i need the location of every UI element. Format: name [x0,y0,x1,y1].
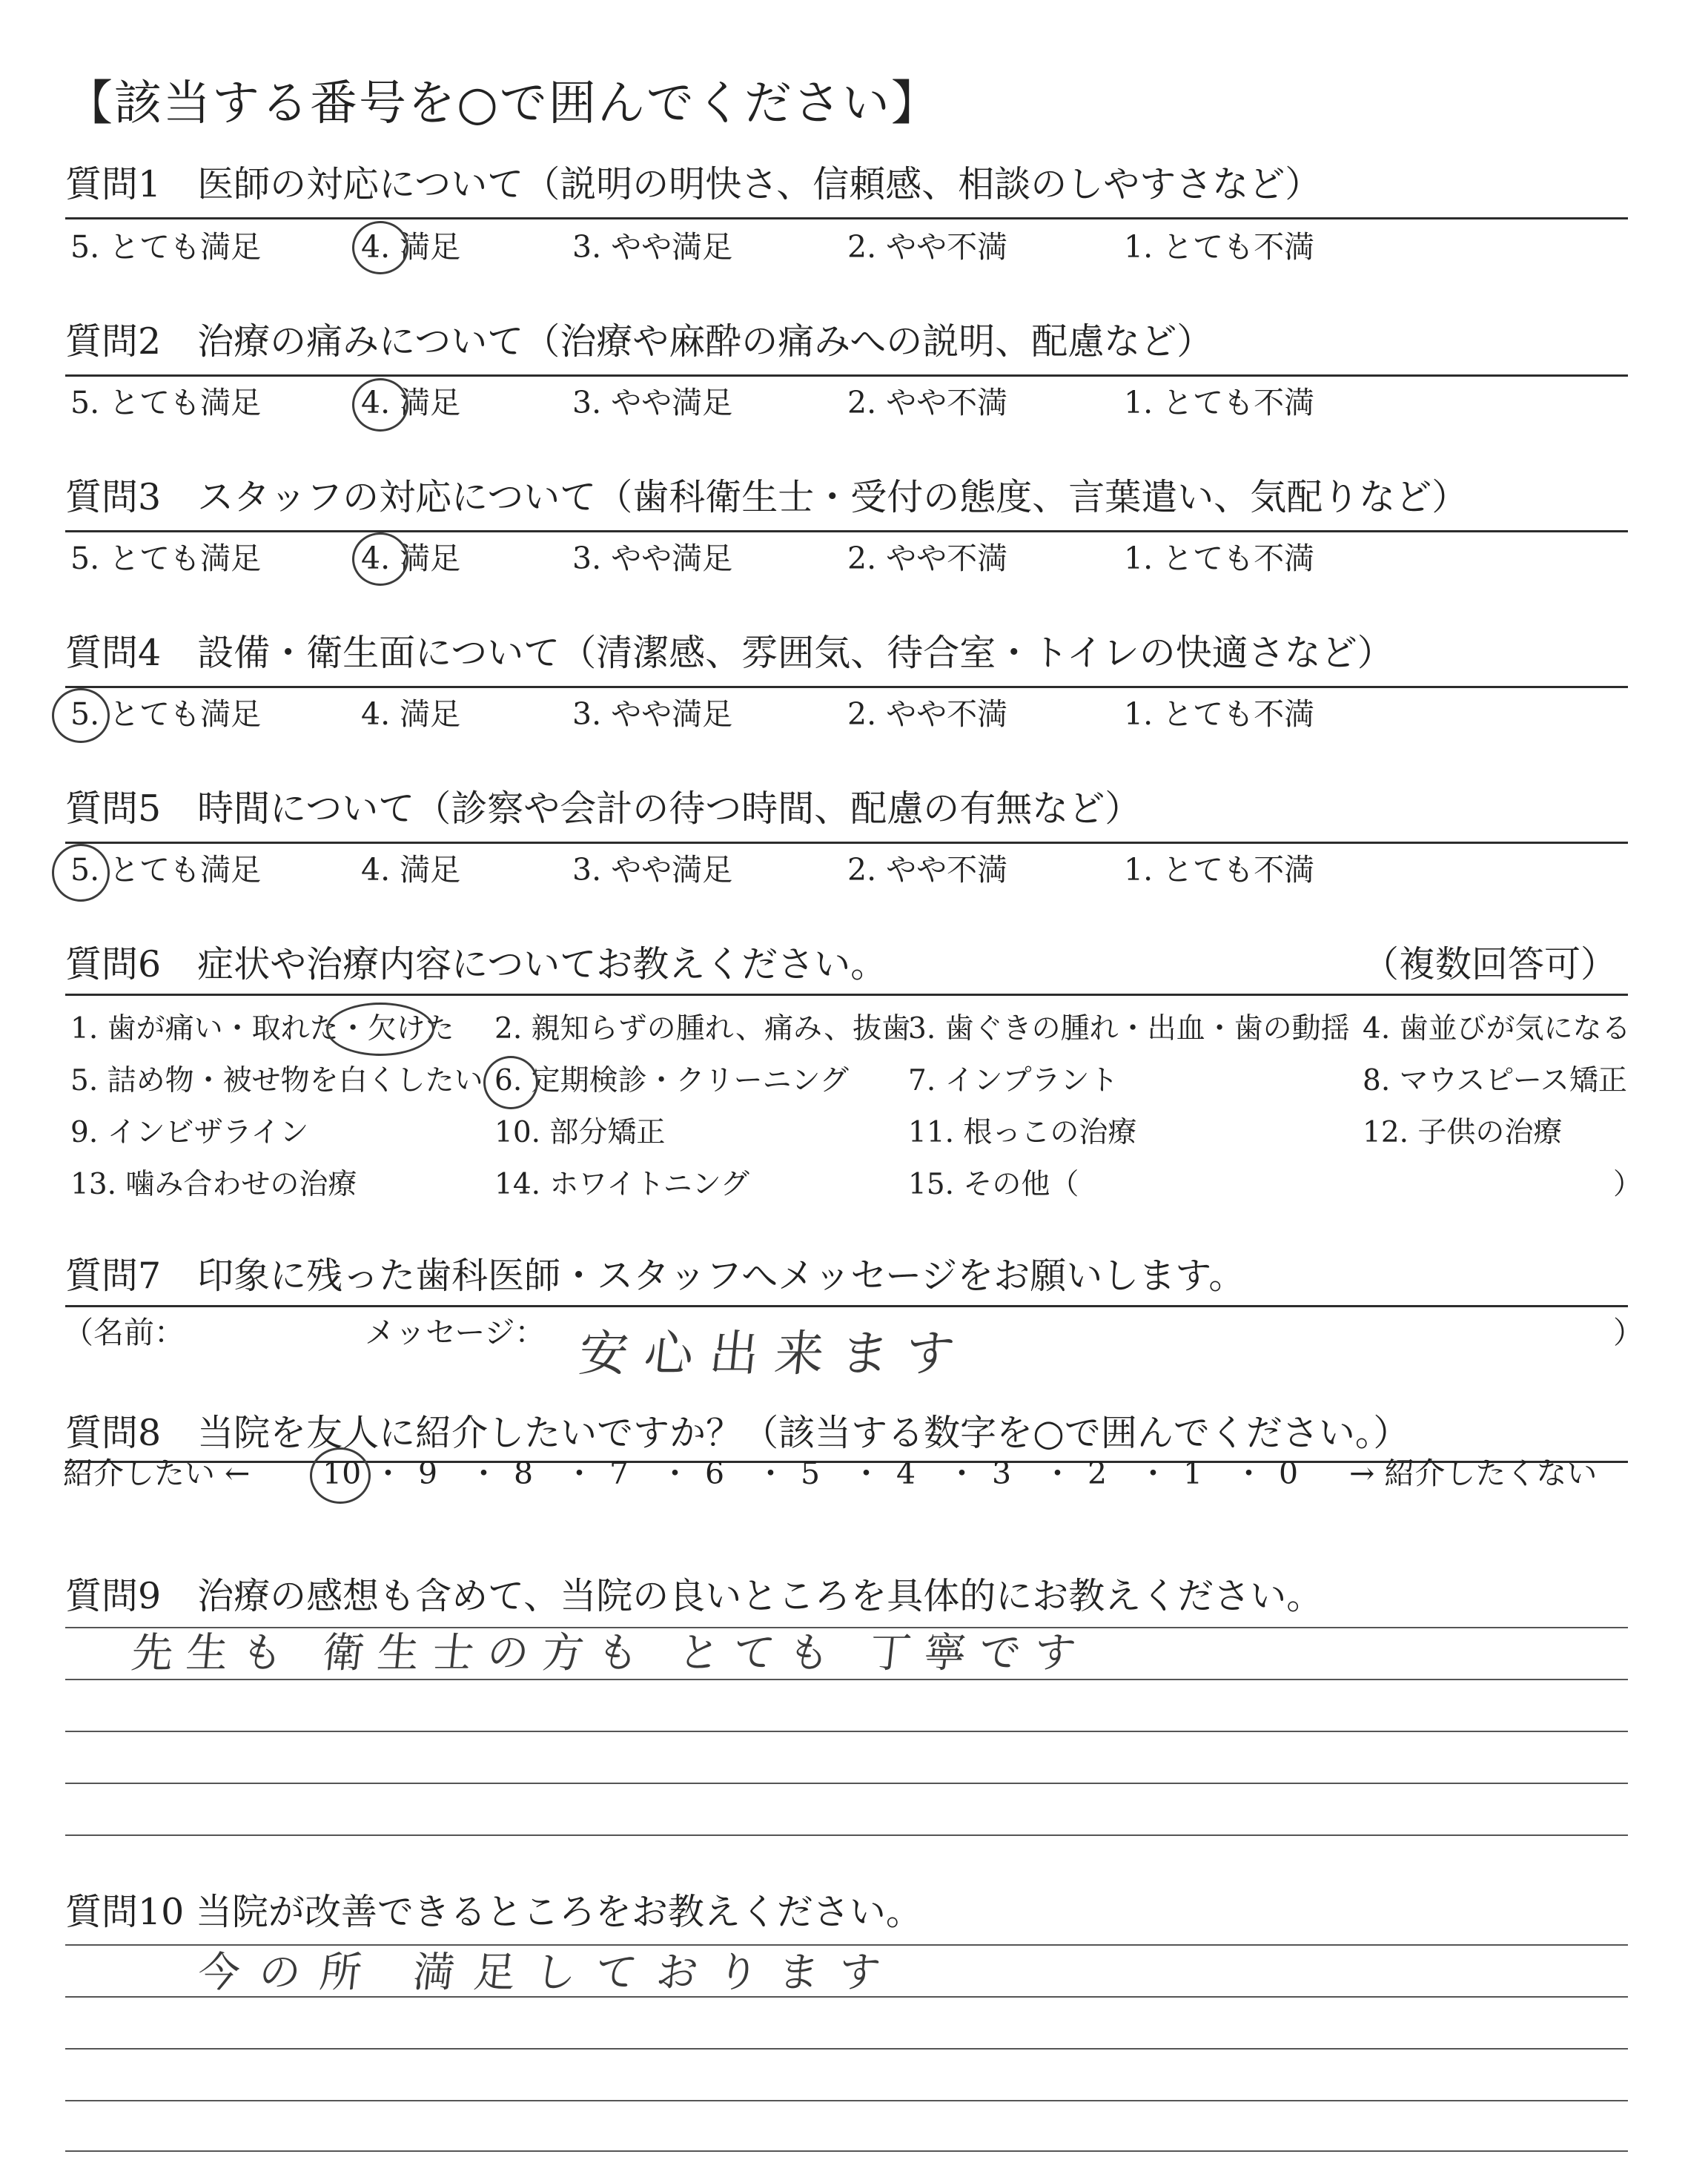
symptom-option[interactable]: 12. 子供の治療 [1363,1116,1563,1149]
scale-separator-dot: ・ [755,1456,786,1491]
divider [65,530,1628,532]
scale-option-10[interactable]: 10 [322,1456,362,1491]
question-9-title: 質問9 治療の感想も含めて、当院の良いところを具体的にお教えください。 [65,1575,1323,1617]
scale-option-3[interactable]: 3 [992,1456,1012,1491]
option-5[interactable]: 5. とても満足 [70,541,262,576]
option-4[interactable]: 4. 満足 [361,385,461,420]
other-close-paren: ） [1613,1168,1643,1201]
question-8-title: 質問8 当院を友人に紹介したいですか？（該当する数字を○で囲んでください。） [65,1412,1410,1454]
answer-circle-mark [483,1056,538,1109]
option-2[interactable]: 2. やや不満 [847,229,1008,265]
answer-circle-mark [310,1447,371,1504]
page-title: 【該当する番号を○で囲んでください】 [65,76,940,131]
recommend-right-label: → 紹介したくない [1349,1456,1598,1491]
option-1[interactable]: 1. とても不満 [1124,385,1315,420]
option-1[interactable]: 1. とても不満 [1124,696,1315,732]
message-label: メッセージ： [365,1315,546,1350]
symptom-option[interactable]: 14. ホワイトニング [494,1168,749,1201]
option-2[interactable]: 2. やや不満 [847,696,1008,732]
option-2[interactable]: 2. やや不満 [847,541,1008,576]
writing-line [65,1783,1628,1784]
option-3[interactable]: 3. やや満足 [572,852,733,888]
option-5[interactable]: 5. とても満足 [70,696,262,732]
question-2-title: 質問2 治療の痛みについて（治療や麻酔の痛みへの説明、配慮など） [65,320,1214,363]
symptom-option[interactable]: 10. 部分矯正 [494,1116,666,1149]
symptom-option[interactable]: 8. マウスピース矯正 [1363,1064,1627,1097]
question-3-title: 質問3 スタッフの対応について（歯科衛生士・受付の態度、言葉遣い、気配りなど） [65,476,1469,518]
option-2[interactable]: 2. やや不満 [847,385,1008,420]
symptom-option[interactable]: 15. その他（ [908,1168,1079,1201]
answer-circle-mark [52,844,110,902]
option-4[interactable]: 4. 満足 [361,852,461,888]
answer-circle-mark [326,1003,434,1056]
option-4[interactable]: 4. 満足 [361,541,461,576]
symptom-option[interactable]: 6. 定期検診・クリーニング [494,1064,849,1097]
option-1[interactable]: 1. とても不満 [1124,229,1315,265]
symptom-option[interactable]: 4. 歯並びが気になる [1363,1012,1631,1046]
answer-circle-mark [352,532,408,586]
option-1[interactable]: 1. とても不満 [1124,541,1315,576]
scale-option-1[interactable]: 1 [1183,1456,1203,1491]
symptom-option[interactable]: 13. 噛み合わせの治療 [70,1168,357,1201]
writing-line [65,1834,1628,1836]
divider [65,217,1628,219]
scale-separator-dot: ・ [1234,1456,1264,1491]
writing-line [65,2100,1628,2101]
scale-separator-dot: ・ [1042,1456,1073,1491]
divider [65,1305,1628,1307]
divider [65,374,1628,377]
scale-option-2[interactable]: 2 [1088,1456,1108,1491]
scale-option-9[interactable]: 9 [418,1456,438,1491]
option-5[interactable]: 5. とても満足 [70,385,262,420]
option-4[interactable]: 4. 満足 [361,229,461,265]
option-1[interactable]: 1. とても不満 [1124,852,1315,888]
scale-option-8[interactable]: 8 [514,1456,534,1491]
writing-line [65,2048,1628,2050]
symptom-option[interactable]: 9. インビザライン [70,1116,309,1149]
symptom-option[interactable]: 7. インプラント [908,1064,1119,1097]
scale-separator-dot: ・ [660,1456,690,1491]
answer-circle-mark [352,221,408,274]
symptom-option[interactable]: 11. 根っこの治療 [908,1116,1137,1149]
scale-separator-dot: ・ [851,1456,881,1491]
handwritten-answer: 先生も 衛生士の方も とても 丁寧です [129,1629,1092,1677]
divider [65,842,1628,844]
option-3[interactable]: 3. やや満足 [572,229,733,265]
multiple-answers-note: （複数回答可） [1363,943,1618,985]
symptom-option[interactable]: 3. 歯ぐきの腫れ・出血・歯の動揺 [908,1012,1350,1046]
scale-separator-dot: ・ [469,1456,499,1491]
option-3[interactable]: 3. やや満足 [572,541,733,576]
recommend-left-label: 紹介したい ← [63,1456,251,1491]
writing-line [65,1731,1628,1732]
scale-option-5[interactable]: 5 [801,1456,821,1491]
writing-line [65,2150,1628,2152]
divider [65,994,1628,996]
writing-line [65,1996,1628,1998]
writing-line [65,1679,1628,1680]
scale-option-0[interactable]: 0 [1279,1456,1299,1491]
question-6-title: 質問6 症状や治療内容についてお教えください。 [65,943,887,985]
symptom-option[interactable]: 2. 親知らずの腫れ、痛み、抜歯 [494,1012,911,1046]
scale-option-4[interactable]: 4 [896,1456,916,1491]
symptom-option[interactable]: 1. 歯が痛い・取れた・欠けた [70,1012,454,1046]
option-3[interactable]: 3. やや満足 [572,696,733,732]
question-10-title: 質問10 当院が改善できるところをお教えください。 [65,1891,922,1933]
handwritten-message: 安心出来ます [576,1325,974,1382]
scale-separator-dot: ・ [1138,1456,1168,1491]
option-4[interactable]: 4. 満足 [361,696,461,732]
handwritten-answer: 今の所 満足しております [196,1949,902,1997]
scale-separator-dot: ・ [564,1456,595,1491]
option-5[interactable]: 5. とても満足 [70,852,262,888]
divider [65,686,1628,688]
question-5-title: 質問5 時間について（診察や会計の待つ時間、配慮の有無など） [65,787,1142,830]
option-2[interactable]: 2. やや不満 [847,852,1008,888]
answer-circle-mark [52,688,110,743]
option-3[interactable]: 3. やや満足 [572,385,733,420]
question-7-title: 質問7 印象に残った歯科医師・スタッフへメッセージをお願いします。 [65,1255,1245,1297]
question-1-title: 質問1 医師の対応について（説明の明快さ、信頼感、相談のしやすさなど） [65,163,1322,205]
option-5[interactable]: 5. とても満足 [70,229,262,265]
scale-option-7[interactable]: 7 [609,1456,629,1491]
scale-separator-dot: ・ [373,1456,403,1491]
close-paren: ） [1613,1315,1644,1350]
scale-option-6[interactable]: 6 [705,1456,725,1491]
scale-separator-dot: ・ [947,1456,977,1491]
name-label: （名前： [63,1315,185,1350]
symptom-option[interactable]: 5. 詰め物・被せ物を白くしたい [70,1064,483,1097]
question-4-title: 質問4 設備・衛生面について（清潔感、雰囲気、待合室・トイレの快適さなど） [65,632,1394,674]
answer-circle-mark [352,378,408,432]
